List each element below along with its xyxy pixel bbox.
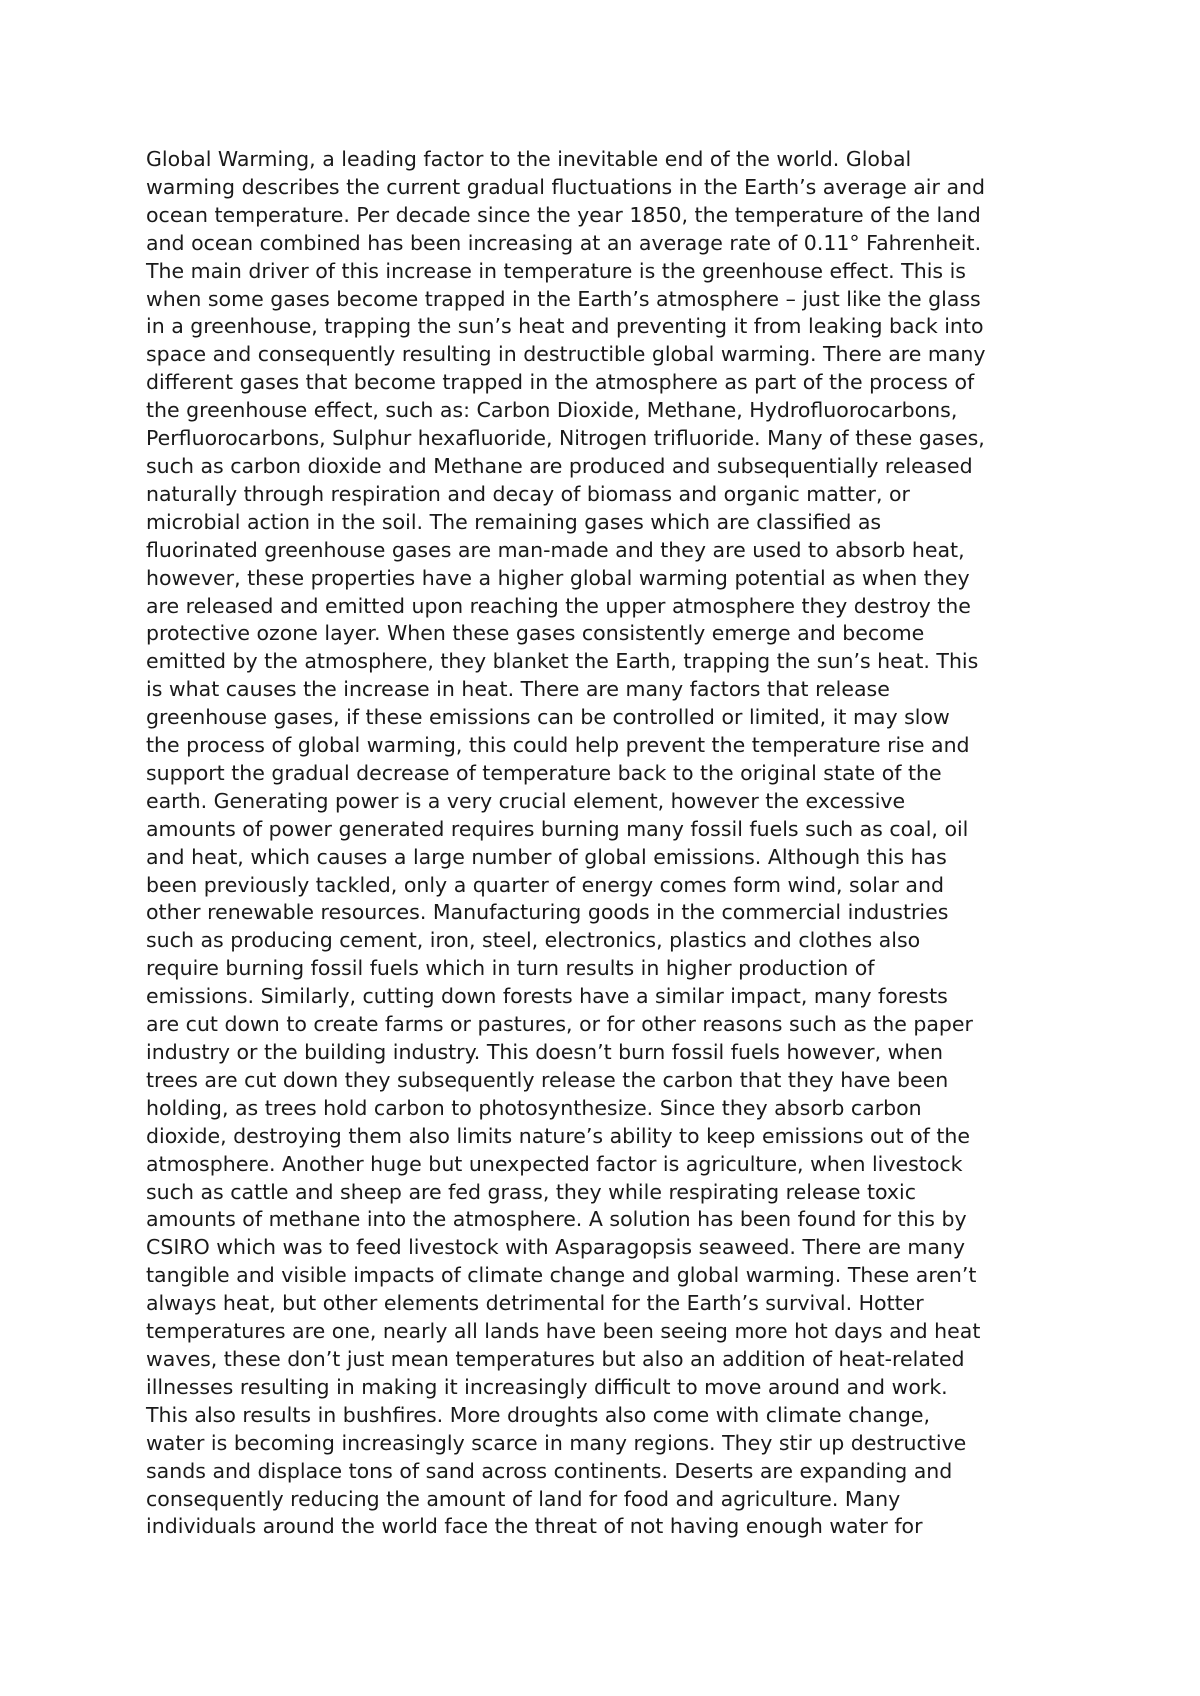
text-line: dioxide, destroying them also limits nature’s ability to keep emissions out of the [146,1123,971,1148]
text-line: other renewable resources. Manufacturing goods in the commercial industries [146,900,949,925]
text-line: are cut down to create farms or pastures, or for other reasons such as the paper [146,1012,973,1037]
text-line: industry or the building industry. This doesn’t burn fossil fuels however, when [146,1040,943,1064]
text-line: different gases that become trapped in the atmosphere as part of the process of [146,370,975,395]
text-line: amounts of power generated requires burning many fossil fuels such as coal, oil [146,816,969,841]
text-line: temperatures are one, nearly all lands have been seeing more hot days and heat [146,1319,981,1344]
text-line: illnesses resulting in making it increasingly difficult to move around and work. [146,1374,948,1399]
text-line: individuals around the world face the threat of not having enough water for [146,1514,923,1539]
text-line: microbial action in the soil. The remaining gases which are classified as [146,509,882,534]
text-line: consequently reducing the amount of land for food and agriculture. Many [146,1486,901,1511]
body-paragraph [146,146,1076,1541]
text-line: in a greenhouse, trapping the sun’s heat and preventing it from leaking back into [146,314,984,339]
text-line: and ocean combined has been increasing at an average rate of 0.11° Fahrenheit. [146,230,982,255]
text-line: warming describes the current gradual fluctuations in the Earth’s average air and [146,174,986,199]
text-line: water is becoming increasingly scarce in many regions. They stir up destructive [146,1430,967,1455]
text-line: earth. Generating power is a very crucial element, however the excessive [146,788,906,813]
text-line: protective ozone layer. When these gases consistently emerge and become [146,621,925,646]
text-line: amounts of methane into the atmosphere. A solution has been found for this by [146,1207,967,1232]
text-line: Global Warming, a leading factor to the inevitable end of the world. Global [146,147,912,171]
text-line: holding, as trees hold carbon to photosynthesize. Since they absorb carbon [146,1095,922,1120]
text-line: tangible and visible impacts of climate change and global warming. These aren’t [146,1263,977,1288]
text-line: greenhouse gases, if these emissions can be controlled or limited, it may slow [146,705,950,730]
text-line: space and consequently resulting in destructible global warming. There are many [146,342,986,367]
text-line: always heat, but other elements detrimental for the Earth’s survival. Hotter [146,1291,924,1316]
text-line: is what causes the increase in heat. There are many factors that release [146,677,890,702]
text-line: the greenhouse effect, such as: Carbon Dioxide, Methane, Hydrofluorocarbons, [146,398,958,423]
text-line: are released and emitted upon reaching the upper atmosphere they destroy the [146,593,971,618]
text-line: atmosphere. Another huge but unexpected factor is agriculture, when livestock [146,1151,963,1176]
text-line: ocean temperature. Per decade since the year 1850, the temperature of the land [146,202,981,227]
text-line: when some gases become trapped in the Earth’s atmosphere – just like the glass [146,286,981,311]
text-line: such as producing cement, iron, steel, electronics, plastics and clothes also [146,928,921,953]
text-line: emitted by the atmosphere, they blanket the Earth, trapping the sun’s heat. This [146,649,979,674]
text-line: the process of global warming, this could help prevent the temperature rise and [146,733,970,758]
text-line: This also results in bushfires. More droughts also come with climate change, [146,1402,931,1427]
text-line: been previously tackled, only a quarter of energy comes form wind, solar and [146,872,944,897]
text-line: CSIRO which was to feed livestock with Asparagopsis seaweed. There are many [146,1235,966,1260]
text-line: fluorinated greenhouse gases are man-made and they are used to absorb heat, [146,537,965,562]
text-line: Perfluorocarbons, Sulphur hexafluoride, Nitrogen trifluoride. Many of these gases, [146,426,985,451]
text-line: waves, these don’t just mean temperatures but also an addition of heat-related [146,1346,965,1371]
text-line: such as carbon dioxide and Methane are produced and subsequentially released [146,453,973,478]
text-line: support the gradual decrease of temperature back to the original state of the [146,760,942,785]
text-line: emissions. Similarly, cutting down forests have a similar impact, many forests [146,984,948,1009]
text-line: sands and displace tons of sand across continents. Deserts are expanding and [146,1458,953,1483]
text-line: however, these properties have a higher global warming potential as when they [146,565,970,590]
text-line: The main driver of this increase in temperature is the greenhouse effect. This is [146,258,966,283]
text-line: naturally through respiration and decay of biomass and organic matter, or [146,481,910,506]
text-line: require burning fossil fuels which in turn results in higher production of [146,956,875,981]
text-line: and heat, which causes a large number of global emissions. Although this has [146,844,947,869]
text-line: trees are cut down they subsequently release the carbon that they have been [146,1067,949,1092]
text-line: such as cattle and sheep are fed grass, they while respirating release toxic [146,1179,916,1204]
